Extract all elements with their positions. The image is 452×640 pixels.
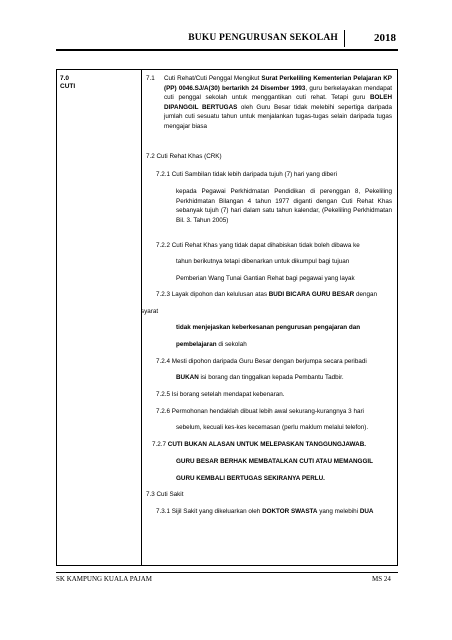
- p723-discretion: BUDI BICARA GURU BESAR: [268, 291, 355, 298]
- header-year: 2018: [374, 32, 396, 44]
- p723-line1: [156, 290, 377, 300]
- p723-line4-bold: pembelajaran: [176, 341, 217, 348]
- footer-page-number: MS 24: [372, 575, 391, 583]
- p731-private-doctor: DOKTOR SWASTA: [262, 508, 318, 515]
- section-name: CUTI: [60, 83, 76, 90]
- p724-line2: [176, 373, 344, 383]
- p723-tail: dengan: [354, 291, 377, 298]
- p722-line1: 7.2.2 Cuti Rehat Khas yang tidak dapat dihabiskan tidak boleh dibawa ke: [156, 242, 360, 249]
- p721-body: kepada Pegawai Perkhidmatan Pendidikan di perenggan 8, Pekeliling Perkhidmatan Bilangan 4 tahun 1977 diganti dengan Cuti Rehat Khas sebanyak tujuh (7) hari dalam satu tahun kalendar, (Pekeliling Perkhidmatan Bil. 3. Tahun 2005): [176, 188, 392, 224]
- footer-school-name: SK KAMPUNG KUALA PAJAM: [56, 575, 153, 583]
- p731-dua: DUA: [359, 508, 374, 515]
- content-table: [56, 69, 398, 566]
- p73-heading: 7.3 Cuti Sakit: [146, 491, 184, 498]
- p724-line2-tail: isi borang dan tinggalkan kepada Pembantu Tadbir.: [198, 374, 344, 381]
- p727-lead: 7.2.7: [152, 441, 168, 448]
- header-separator: [344, 30, 345, 47]
- p71-recall-note: BOLEH DIPANGGIL BERTUGAS: [164, 94, 392, 111]
- p723-lead: 7.2.3 Layak dipohon dan kelulusan atas: [156, 291, 269, 298]
- p731-lead: 7.3.1 Sijil Sakit yang dikeluarkan oleh: [156, 508, 263, 515]
- p71-number: 7.1: [146, 75, 155, 82]
- p721-line: 7.2.1 Cuti Sambilan tidak lebih daripada tujuh (7) hari yang diberi: [156, 171, 337, 178]
- p724-bukan: BUKAN: [176, 374, 199, 381]
- p71-tail: oleh Guru Besar tidak melebihi sepertiga daripada jumlah cuti sesuatu tahun untuk menjalankan tugas-tugas selain daripada tugas mengajar biasa: [164, 103, 392, 130]
- p724-line1: 7.2.4 Mesti dipohon daripada Guru Besar dengan berjumpa secara peribadi: [156, 358, 367, 365]
- p71-circular-ref: Surat Perkeliling Kementerian Pelajaran KP (PP) 0046.SJ/A(30) bertarikh 24 Disember 1993: [164, 75, 393, 92]
- p722-line2: tahun berikutnya tetapi dibenarkan untuk dikumpul bagi tujuan: [176, 258, 350, 265]
- footer-rule: [56, 572, 398, 573]
- p723-line4: [176, 340, 247, 350]
- p727-line1: [152, 440, 366, 450]
- header-title: BUKU PENGURUSAN SEKOLAH: [188, 33, 338, 43]
- p72-heading: 7.2 Cuti Rehat Khas (CRK): [146, 153, 222, 160]
- column-divider: [141, 70, 142, 565]
- p731-mid: yang melebihi: [317, 508, 360, 515]
- p726-line1: 7.2.6 Permohonan hendaklah dibuat lebih awal sekurang-kurangnya 3 hari: [156, 408, 364, 415]
- p71-paragraph: [164, 74, 392, 132]
- p723-line3: tidak menjejaskan keberkesanan pengurusan pengajaran dan: [176, 324, 361, 331]
- p727-line1-bold: CUTI BUKAN ALASAN UNTUK MELEPASKAN TANGGUNGJAWAB.: [167, 441, 366, 448]
- p722-line3: Pemberian Wang Tunai Gantian Rehat bagi pegawai yang layak: [176, 275, 355, 282]
- p727-line3: GURU KEMBALI BERTUGAS SEKIRANYA PERLU.: [176, 475, 325, 482]
- p727-line2: GURU BESAR BERHAK MEMBATALKAN CUTI ATAU MEMANGGIL: [176, 458, 373, 465]
- p71-mid: , guru berkelayakan mendapat cuti penggal sekolah untuk menggantikan cuti rehat. Tetapi guru: [164, 84, 392, 102]
- header-rule: [56, 49, 398, 51]
- p723-line2: syarat: [141, 308, 159, 315]
- p731-line: [156, 507, 373, 517]
- p71-lead: Cuti Rehat/Cuti Penggal Mengikut: [164, 75, 262, 82]
- section-number: 7.0: [60, 75, 70, 82]
- page-header: [56, 28, 398, 50]
- p725-line: 7.2.5 Isi borang setelah mendapat kebenaran.: [156, 391, 285, 398]
- p726-line2: sebelum, kecuali kes-kes kecemasan (perlu maklum melalui telefon).: [176, 424, 369, 431]
- p723-line4-tail: di sekolah: [216, 341, 247, 348]
